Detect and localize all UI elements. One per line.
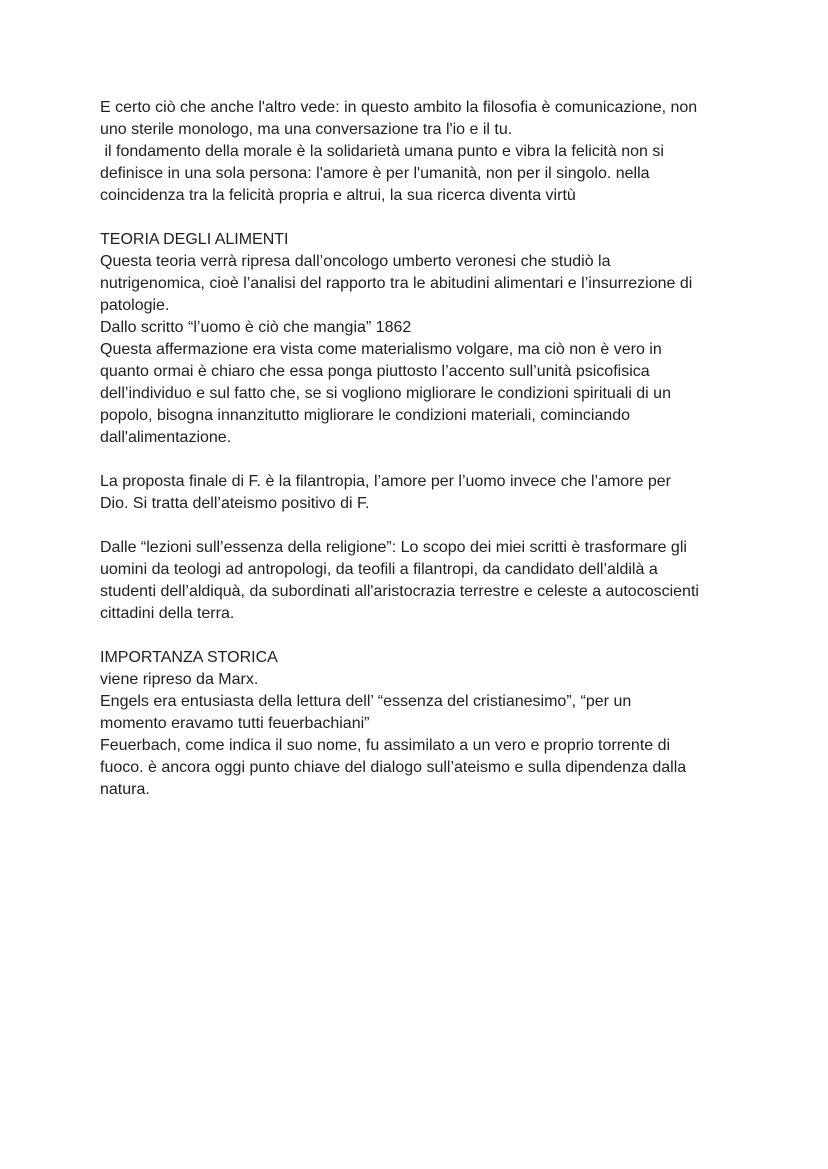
text-line: La proposta finale di F. è la filantropia, l’amore per l’uomo invece che l’amore per	[100, 473, 671, 490]
text-line: coincidenza tra la felicità propria e altrui, la sua ricerca diventa virtù	[100, 187, 576, 204]
paragraph-spacer	[100, 515, 740, 537]
text-line: viene ripreso da Marx.	[100, 671, 259, 688]
text-line: E certo ciò che anche l'altro vede: in questo ambito la filosofia è comunicazione, non	[100, 99, 698, 116]
text-line: nutrigenomica, cioè l’analisi del rapporto tra le abitudini alimentari e l’insurrezione di	[100, 275, 693, 292]
text-line: Dio. Si tratta dell’ateismo positivo di F.	[100, 495, 370, 512]
text-line: il fondamento della morale è la solidarietà umana punto e vibra la felicità non si	[100, 143, 664, 160]
paragraph-lezioni	[100, 537, 740, 625]
section-heading: IMPORTANZA STORICA	[100, 649, 278, 666]
text-line: momento eravamo tutti feuerbachiani”	[100, 715, 370, 732]
text-line: popolo, bisogna innanzitutto migliorare le condizioni materiali, cominciando	[100, 407, 631, 424]
text-line: definisce in una sola persona: l'amore è per l'umanità, non per il singolo. nella	[100, 165, 650, 182]
text-line: cittadini della terra.	[100, 605, 235, 622]
text-line: Feuerbach, come indica il suo nome, fu assimilato a un vero e proprio torrente di	[100, 737, 671, 754]
text-line: Dallo scritto “l’uomo è ciò che mangia” 1862	[100, 319, 412, 336]
paragraph-spacer	[100, 449, 740, 471]
text-line: Engels era entusiasta della lettura dell’ “essenza del cristianesimo”, “per un	[100, 693, 632, 710]
text-line: uno sterile monologo, ma una conversazione tra l'io e il tu.	[100, 121, 513, 138]
paragraph-spacer	[100, 625, 740, 647]
text-line: dall'alimentazione.	[100, 429, 232, 446]
paragraph-spacer	[100, 207, 740, 229]
text-line: natura.	[100, 781, 150, 798]
text-line: Questa affermazione era vista come materialismo volgare, ma ciò non è vero in	[100, 341, 662, 358]
section-importanza-storica	[100, 647, 740, 801]
text-line: dell’individuo e sul fatto che, se si vogliono migliorare le condizioni spirituali di un	[100, 385, 671, 402]
paragraph-communication	[100, 97, 740, 207]
text-line: Questa teoria verrà ripresa dall’oncologo umberto veronesi che studiò la	[100, 253, 611, 270]
text-line: fuoco. è ancora oggi punto chiave del dialogo sull’ateismo e sulla dipendenza dalla	[100, 759, 687, 776]
section-teoria-alimenti	[100, 229, 740, 449]
text-line: studenti dell’aldiquà, da subordinati all'aristocrazia terrestre e celeste a autocoscienti	[100, 583, 699, 600]
text-line: Dalle “lezioni sull’essenza della religione”: Lo scopo dei miei scritti è trasformare gli	[100, 539, 687, 556]
text-line: patologie.	[100, 297, 170, 314]
paragraph-filantropia	[100, 471, 740, 515]
text-line: quanto ormai è chiaro che essa ponga piuttosto l’accento sull’unità psicofisica	[100, 363, 650, 380]
section-heading: TEORIA DEGLI ALIMENTI	[100, 231, 289, 248]
document-page	[100, 97, 740, 801]
text-line: uomini da teologi ad antropologi, da teofili a filantropi, da candidato dell’aldilà a	[100, 561, 658, 578]
